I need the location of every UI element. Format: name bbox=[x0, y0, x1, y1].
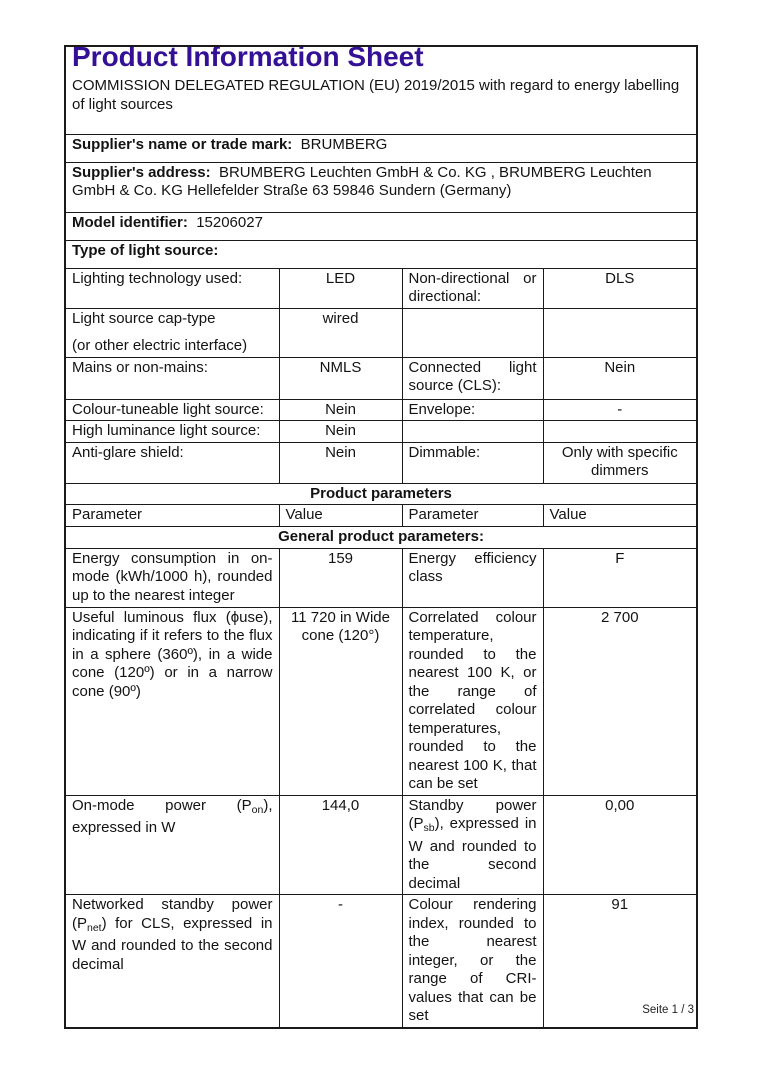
page-number-footer: Seite 1 / 3 bbox=[642, 1004, 694, 1016]
value-energy-efficiency-class: F bbox=[543, 548, 697, 607]
table-row bbox=[65, 268, 697, 308]
cap-type-line2: (or other electric interface) bbox=[72, 337, 248, 354]
table-row bbox=[65, 442, 697, 483]
table-row bbox=[65, 421, 697, 443]
supplier-name-label: Supplier's name or trade mark: bbox=[72, 135, 293, 153]
value-colour-rendering-index: 91 bbox=[543, 895, 697, 1028]
param-energy-efficiency-class: Energy efficiency class bbox=[402, 548, 543, 607]
model-identifier-row bbox=[65, 212, 697, 240]
section-header-row bbox=[65, 483, 697, 505]
value-directionality: DLS bbox=[543, 268, 697, 308]
title-cell bbox=[65, 46, 697, 134]
type-of-light-source-row bbox=[65, 240, 697, 268]
supplier-address-cell bbox=[65, 162, 697, 212]
value-lighting-technology: LED bbox=[279, 268, 402, 308]
networked-standby-subscript: net bbox=[87, 921, 102, 934]
param-lighting-technology: Lighting technology used: bbox=[65, 268, 279, 308]
product-parameters-heading: Product parameters bbox=[65, 483, 697, 505]
product-information-sheet bbox=[64, 45, 696, 1029]
column-header-row bbox=[65, 505, 697, 527]
supplier-name-row bbox=[65, 134, 697, 162]
param-dimmable: Dimmable: bbox=[402, 442, 543, 483]
column-header-value-1: Value bbox=[279, 505, 402, 527]
supplier-address-value: BRUMBERG Leuchten GmbH & Co. KG , BRUMBERG Leuchten GmbH & Co. KG Hellefelder Straße 63 59846 Sundern (Germany) bbox=[72, 163, 652, 199]
table-row bbox=[65, 607, 697, 795]
table-row bbox=[65, 795, 697, 895]
value-envelope: - bbox=[543, 399, 697, 421]
on-mode-power-text-end: ), expressed in W bbox=[72, 796, 273, 836]
standby-power-text: Standby power (P bbox=[408, 796, 537, 832]
table-row bbox=[65, 308, 697, 357]
param-energy-consumption: Energy consumption in on-mode (kWh/1000 h), rounded up to the nearest integer bbox=[65, 548, 279, 607]
model-identifier-value: 15206027 bbox=[196, 213, 263, 231]
param-envelope: Envelope: bbox=[402, 399, 543, 421]
value-cap-type: wired bbox=[279, 308, 402, 357]
table-row bbox=[65, 548, 697, 607]
empty-cell bbox=[543, 421, 697, 443]
value-anti-glare: Nein bbox=[279, 442, 402, 483]
param-high-luminance: High luminance light source: bbox=[65, 421, 279, 443]
page-title: Product Information Sheet bbox=[72, 46, 424, 72]
model-identifier-label: Model identifier: bbox=[72, 213, 188, 231]
standby-power-subscript: sb bbox=[423, 822, 435, 834]
supplier-name-cell bbox=[65, 134, 697, 162]
value-connected-light-source: Nein bbox=[543, 357, 697, 399]
column-header-value-2: Value bbox=[543, 505, 697, 527]
param-mains: Mains or non-mains: bbox=[65, 357, 279, 399]
param-standby-power bbox=[402, 795, 543, 895]
value-energy-consumption: 159 bbox=[279, 548, 402, 607]
value-correlated-colour-temperature: 2 700 bbox=[543, 607, 697, 795]
networked-standby-text: Networked standby power (P bbox=[72, 896, 273, 932]
empty-cell bbox=[543, 308, 697, 357]
model-identifier-cell bbox=[65, 212, 697, 240]
type-of-light-source-cell bbox=[65, 240, 697, 268]
supplier-name-value: BRUMBERG bbox=[300, 135, 388, 153]
param-directionality: Non-directional or directional: bbox=[402, 268, 543, 308]
empty-cell bbox=[402, 421, 543, 443]
param-on-mode-power bbox=[65, 795, 279, 895]
standby-power-text-end: ), expressed in W and rounded to the second decimal bbox=[408, 815, 537, 892]
param-cap-type bbox=[65, 308, 279, 357]
supplier-address-row bbox=[65, 162, 697, 212]
general-parameters-header-row bbox=[65, 527, 697, 549]
title-row bbox=[65, 46, 697, 134]
param-correlated-colour-temperature: Correlated colour temperature, rounded to the nearest 100 K, or the range of correlated colour temperatures, rounded to the nearest 100 K, that can be set bbox=[402, 607, 543, 795]
value-high-luminance: Nein bbox=[279, 421, 402, 443]
param-colour-tuneable: Colour-tuneable light source: bbox=[65, 399, 279, 421]
empty-cell bbox=[402, 308, 543, 357]
main-document-table bbox=[64, 45, 698, 1029]
column-header-parameter-2: Parameter bbox=[402, 505, 543, 527]
value-colour-tuneable: Nein bbox=[279, 399, 402, 421]
column-header-parameter-1: Parameter bbox=[65, 505, 279, 527]
param-useful-luminous-flux: Useful luminous flux (ϕuse), indicating if it refers to the flux in a sphere (360º), in a wide cone (120º) or in a narrow cone (90º) bbox=[65, 607, 279, 795]
table-row bbox=[65, 357, 697, 399]
type-of-light-source-heading: Type of light source: bbox=[72, 241, 219, 259]
param-colour-rendering-index: Colour rendering index, rounded to the nearest integer, or the range of CRI-values that can be set bbox=[402, 895, 543, 1028]
param-anti-glare: Anti-glare shield: bbox=[65, 442, 279, 483]
value-useful-luminous-flux: 11 720 in Wide cone (120°) bbox=[279, 607, 402, 795]
supplier-address-label: Supplier's address: bbox=[72, 163, 211, 181]
value-on-mode-power: 144,0 bbox=[279, 795, 402, 895]
value-dimmable: Only with specific dimmers bbox=[543, 442, 697, 483]
on-mode-power-subscript: on bbox=[251, 803, 264, 816]
on-mode-power-text: On-mode power (P bbox=[72, 796, 252, 814]
value-mains: NMLS bbox=[279, 357, 402, 399]
value-standby-power: 0,00 bbox=[543, 795, 697, 895]
param-connected-light-source: Connected light source (CLS): bbox=[402, 357, 543, 399]
table-row bbox=[65, 399, 697, 421]
value-networked-standby-power: - bbox=[279, 895, 402, 1028]
cap-type-line1: Light source cap-type bbox=[72, 309, 216, 327]
regulation-subtitle: COMMISSION DELEGATED REGULATION (EU) 2019/2015 with regard to energy labelling of light sources bbox=[72, 76, 680, 113]
networked-standby-text-end: ) for CLS, expressed in W and rounded to the second decimal bbox=[72, 914, 273, 973]
general-parameters-heading: General product parameters: bbox=[65, 527, 697, 549]
